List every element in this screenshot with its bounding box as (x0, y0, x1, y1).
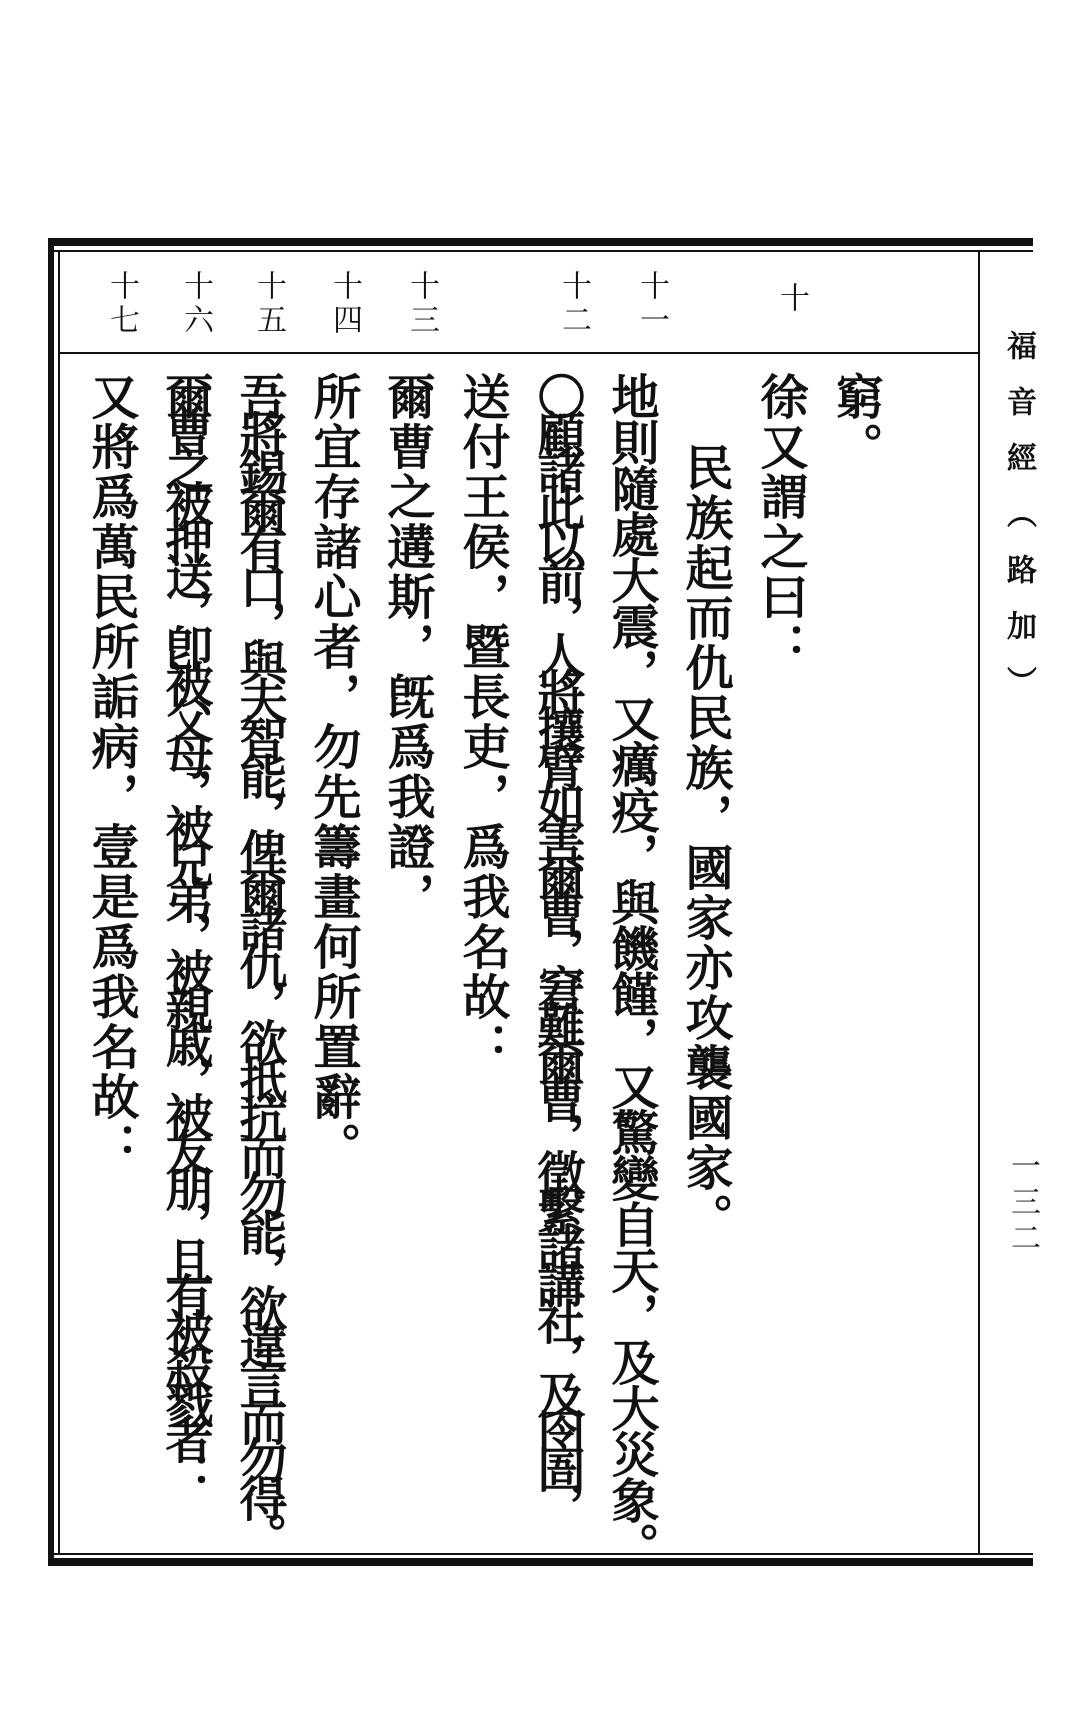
verse-number-12: 十二 (556, 270, 591, 338)
text-column-9: 吾將錫爾有口，與夫智能，俾爾諸仇，欲抵抗而勿能，欲違言而勿得。 (231, 372, 287, 1550)
frame-top-thick-rule (48, 238, 1033, 246)
verse-number-11: 十一 (634, 270, 669, 338)
text-column-5: 〇顧諸此以前，人將攘臂如害爾曹，窘難爾曹，徵繫諸講社，及囹圄， (529, 372, 585, 1519)
verse-number-14: 十四 (327, 270, 362, 338)
verse-number-separator-rule (60, 352, 978, 354)
frame-top-thin-rule (48, 250, 1033, 252)
frame-bottom-thin-rule (48, 1553, 1033, 1555)
text-column-4: 地則隨處大震，又癘疫，與饑饉，又驚變自天，及大災象。 (603, 372, 659, 1568)
text-column-7: 爾曹之遘斯，旣爲我證， (379, 372, 435, 922)
text-column-1: 窮。 (827, 372, 883, 472)
text-column-10: 爾曹之被押送，卽被父母，被兄弟，被親戚，被友朋，且有被殺戮者： (157, 372, 213, 1488)
frame-left-thick-rule (48, 238, 54, 1566)
frame-bottom-thick-rule (48, 1558, 1033, 1566)
verse-number-15: 十五 (251, 270, 286, 338)
verse-number-10: 十 (774, 282, 809, 316)
verse-number-13: 十三 (404, 270, 439, 338)
text-column-2: 徐又謂之曰： (752, 372, 808, 672)
verse-number-16: 十六 (178, 270, 213, 338)
book-title: 福音經（路加） (1001, 330, 1036, 722)
text-column-11: 又將爲萬民所詬病，壹是爲我名故： (83, 372, 139, 1172)
text-column-3: 民族起而仇民族，國家亦攻襲國家。 (677, 443, 733, 1243)
frame-left-thin-rule (58, 252, 60, 1553)
header-separator-rule (978, 252, 980, 1553)
verse-number-17: 十七 (104, 270, 139, 338)
text-column-6: 送付王侯，暨長吏，爲我名故： (454, 372, 510, 1072)
text-column-8: 所宜存諸心者，勿先籌畫何所置辭。 (305, 372, 361, 1172)
page-number: 一三二 (1005, 1150, 1040, 1258)
